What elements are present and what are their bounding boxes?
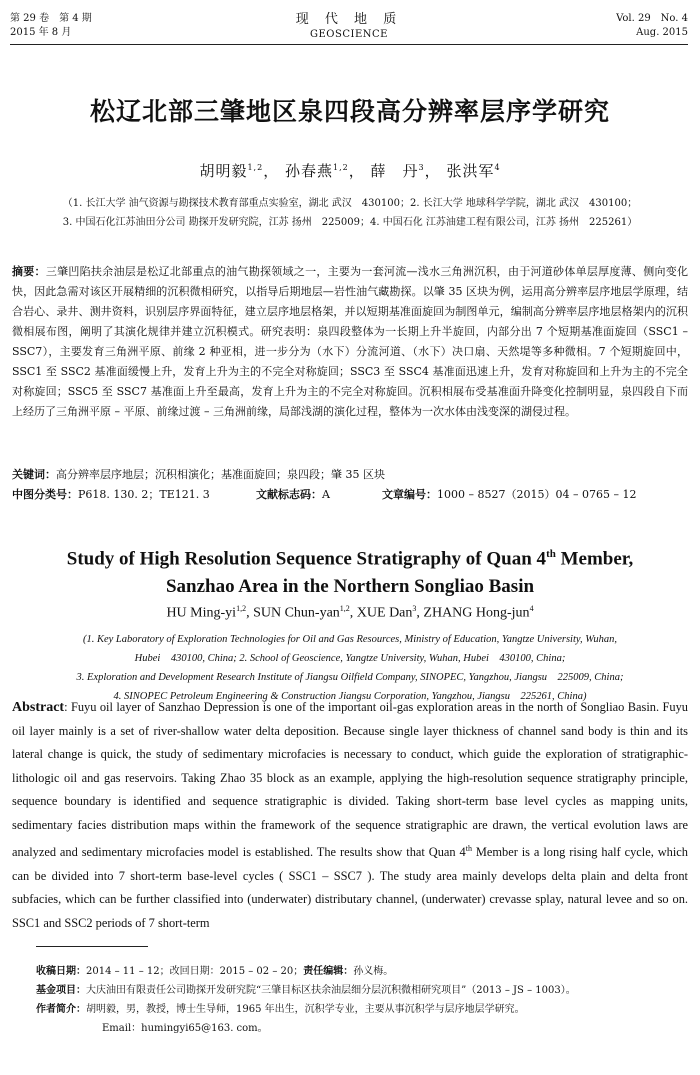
affiliation-en-line: 4. SINOPEC Petroleum Engineering & Construction Jiangsu Corporation, Yangzhou, Jiangsu 225261, China) [113, 691, 587, 702]
author-cn: 孙春燕 [284, 162, 333, 180]
author-cn: 胡明毅 [199, 162, 248, 180]
author-bio-value: 胡明毅，男，教授，博士生导师，1965 年出生，沉积学专业，主要从事沉积学与层序地层学研究。 [86, 1004, 525, 1015]
author-sep: , [349, 605, 357, 621]
received-label: 收稿日期： [36, 966, 86, 977]
title-en-text: Member, [555, 548, 634, 570]
author-sup: 1,2 [339, 604, 350, 613]
title-en-text: Study of High Resolution Sequence Stratigraphy of Quan 4 [66, 548, 547, 570]
abstract-en-label: Abstract [12, 700, 65, 715]
fund-value: 大庆油田有限责任公司勘探开发研究院“三肇目标区扶余油层细分层沉积微相研究项目”（2013 – JS – 1003）。 [86, 985, 576, 996]
abstract-cn-label: 摘要： [12, 265, 46, 278]
footnote-rule [36, 946, 148, 947]
classification-line [12, 486, 688, 504]
footnote-dates [36, 962, 680, 981]
affiliation-en-line: Hubei 430100, China; 2. School of Geoscience, Yangtze University, Wuhan, Hubei 430100, China; [134, 653, 566, 664]
keywords-cn [12, 466, 688, 484]
volume-issue-en: Vol. 29 No. 4 [616, 13, 688, 24]
author-sup: 1,2 [247, 163, 264, 172]
author-cn: 张洪军 [446, 162, 495, 180]
journal-name-cn: 现 代 地 质 [295, 12, 403, 27]
author-bio-label: 作者简介： [36, 1004, 86, 1015]
date-en: Aug. 2015 [636, 27, 688, 38]
affiliation-cn-line: （1. 长江大学 油气资源与勘探技术教育部重点实验室，湖北 武汉 430100；2. 长江大学 地球科学学院，湖北 武汉 430100； [62, 198, 638, 209]
doc-code-item [256, 486, 382, 504]
volume-issue-cn: 第 29 卷 第 4 期 [10, 13, 92, 24]
author-sup: 1,2 [333, 163, 349, 172]
clc-label: 中图分类号： [12, 488, 78, 501]
title-en-line-1 [0, 540, 700, 573]
header-rule [10, 44, 688, 45]
abstract-en-text: Fuyu oil layer of Sanzhao Depression is one of the important oil-gas exploration areas in the north of Songliao Basin. Fuyu oil layer mainly is a set of river-shallow water delta deposition. Because single layer thickness of channel sand body is thin and its lateral change is quick, the study of sedimentary microfacies is necessary to conduct, which guide the exploration of stratigraphic-lithologic oil and gas reservoirs. Taking Zhao 35 block as an example, applying the high-resolution sequence stratigraphy principle, sequence boundary is identified and sequence stratigraphic is divided. Taking short-term base level cycles as mapping units, sedimentary facies distribution maps within the framework of the sequence stratigraphic are drawn, the vertical evolution laws are analyzed and sedimentary microfacies model is established. The results show that Quan 4 [12, 700, 688, 860]
author-sup: 4 [494, 163, 501, 172]
author-sup: 1,2 [236, 604, 247, 613]
running-header [10, 12, 688, 48]
author-sup: 4 [529, 604, 534, 613]
title-en [0, 540, 700, 601]
footnote-fund [36, 981, 680, 1000]
editor-label: 责任编辑： [303, 966, 354, 977]
affiliation-en-line: (1. Key Laboratory of Exploration Technologies for Oil and Gas Resources, Ministry of Education, Yangtze University, Wuhan, [82, 634, 618, 645]
author-sep: , [246, 605, 254, 621]
article-number-label: 文章编号： [382, 488, 437, 501]
author-sup: 3 [412, 604, 417, 613]
author-sep: ， [348, 162, 365, 180]
abstract-en-text: Member is a long rising half cycle, which can be divided into 7 short-term base-level cycles ( SSC1 – SSC7 ). The study area mainly develops delta plain and delta front subfacies, which can be further classified into (underwater) distributary channel, (underwater) crevasse splay, natural levee and so on. SSC1 and SSC2 periods of 7 short-term [12, 845, 688, 930]
author-en: XUE Dan [356, 605, 413, 621]
affiliation-en [30, 630, 670, 706]
editor-value: 孙义梅。 [353, 966, 394, 977]
authors-en [0, 604, 700, 622]
fund-label: 基金项目： [36, 985, 86, 996]
clc-value: P618. 130. 2；TE121. 3 [78, 488, 210, 501]
abstract-cn [12, 262, 688, 422]
author-sep: , [416, 605, 424, 621]
header-right [616, 12, 688, 40]
abstract-en [12, 696, 688, 935]
clc-item [12, 486, 256, 504]
article-number-value: 1000 – 8527（2015）04 – 0765 – 12 [437, 488, 637, 501]
affiliation-cn [20, 194, 680, 232]
author-email: Email：humingyi65@163. com。 [102, 1023, 268, 1034]
author-sep: ， [424, 162, 441, 180]
received-value: 2014 – 11 – 12；改回日期：2015 – 02 – 20； [86, 966, 304, 977]
title-en-line-2: Sanzhao Area in the Northern Songliao Basin [165, 576, 535, 598]
affiliation-cn-line: 3. 中国石化江苏油田分公司 勘探开发研究院，江苏 扬州 225009；4. 中国石化 江苏油建工程有限公司，江苏 扬州 225261） [62, 217, 638, 228]
title-cn: 松辽北部三肇地区泉四段高分辨率层序学研究 [89, 97, 610, 126]
journal-name-en: GEOSCIENCE [310, 29, 388, 40]
author-cn: 薛 丹 [370, 162, 419, 180]
header-center [10, 12, 688, 42]
doc-code-label: 文献标志码： [256, 488, 322, 501]
author-sup: 3 [418, 163, 425, 172]
abstract-en-colon: : [64, 700, 71, 714]
abstract-en-sup: th [465, 844, 472, 853]
keywords-cn-text: 高分辨率层序地层；沉积相演化；基准面旋回；泉四段；肇 35 区块 [56, 468, 385, 481]
footnote [36, 962, 680, 1038]
article-number-item [382, 486, 636, 504]
keywords-cn-label: 关键词： [12, 468, 56, 481]
author-sep: ， [263, 162, 280, 180]
abstract-cn-text: 三肇凹陷扶余油层是松辽北部重点的油气勘探领域之一，主要为一套河流—浅水三角洲沉积，由于河道砂体单层厚度薄、侧向变化快，因此急需对该区开展精细的沉积微相研究，以指导后期地层—岩性油气藏勘探。以肇 35 区块为例，运用高分辨率层序地层学原理，结合岩心、录井、测井资料，识别层序界面特征，建立层序地层格架，并以短期基准面旋回为制图单元，编制高分辨率层序地层格架内的沉积微相展布图，阐明了其演化规律并建立沉积模式。研究表明：泉四段整体为一长期上升半旋回，内部分出 7 个短期基准面旋回（SSC1 – SSC7），主要发育三角洲平原、前缘 2 种亚相，进一步分为（水下）分流河道、（水下）决口扇、天然堤等多种微相。7 个短期旋回中，SSC1 至 SSC2 基准面缓慢上升，发育上升为主的不完全对称旋回；SSC3 至 SSC4 基准面迅速上升，发育对称旋回和上升为主的不完全对称旋回；SSC5 至 SSC7 基准面上升至最高，发育上升为主的不完全对称旋回。沉积相展布受基准面升降变化控制明显，泉四段自下而上经历了三角洲平原 – 平原、前缘过渡 – 三角洲前缘，局部浅湖的演化过程，整体为一次水体由浅变深的湖侵过程。 [12, 265, 689, 418]
affiliation-en-line: 3. Exploration and Development Research Institute of Jiangsu Oilfield Company, SINOPEC, Yangzhou, Jiangsu 225009, China; [76, 672, 624, 683]
date-cn: 2015 年 8 月 [10, 27, 72, 38]
authors-cn [0, 160, 700, 181]
author-en: ZHANG Hong-jun [423, 605, 530, 621]
author-en: HU Ming-yi [166, 605, 237, 621]
title-en-sup: th [546, 548, 556, 560]
doc-code-value: A [322, 488, 330, 501]
author-en: SUN Chun-yan [253, 605, 340, 621]
footnote-author [36, 1000, 680, 1019]
